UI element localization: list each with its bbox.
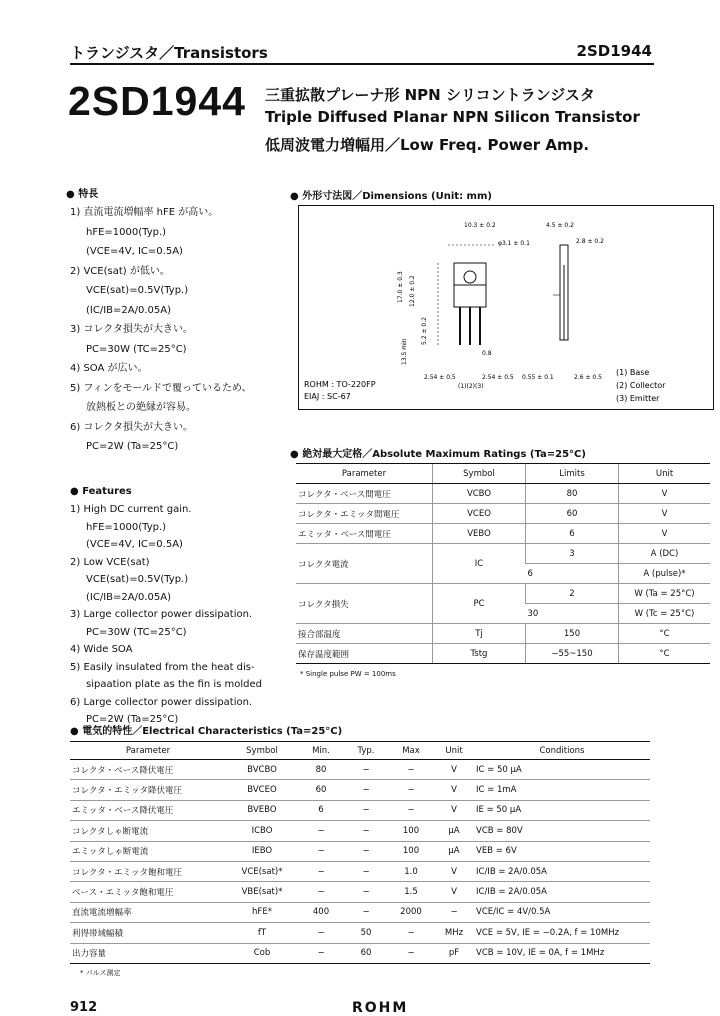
cell: 400 (298, 902, 344, 922)
list-item: 5) Easily insulated from the heat dis- (70, 661, 255, 673)
dim-label: (1)(2)(3) (458, 383, 484, 390)
cell: μA (434, 841, 474, 861)
cell: V (434, 882, 474, 902)
abs-max-table (296, 463, 710, 664)
pin-label-collector: (2) Collector (616, 381, 666, 390)
abs-max-heading: ● 絶対最大定格／Absolute Maximum Ratings (Ta=25°C) (290, 449, 586, 460)
column-header: Symbol (226, 742, 298, 760)
cell: V (434, 780, 474, 800)
cell: − (344, 760, 388, 780)
brand-logo: ROHM (352, 1000, 409, 1016)
table-row (296, 644, 710, 664)
column-header: Symbol (433, 464, 526, 484)
list-item: PC=30W (TC=25°C) (86, 343, 187, 355)
cell: − (388, 943, 434, 963)
abs-max-note: * Single pulse PW = 100ms (300, 670, 396, 678)
cell: VBE(sat)* (226, 882, 298, 902)
dim-label: φ3.1 ± 0.1 (498, 240, 530, 247)
column-header: Max (388, 742, 434, 760)
table-row (70, 821, 650, 841)
list-item: 4) Wide SOA (70, 644, 133, 655)
list-item: (IC/IB=2A/0.05A) (86, 591, 171, 603)
cell: 60 (298, 780, 344, 800)
table-row (296, 544, 710, 564)
page-number: 912 (70, 1000, 98, 1015)
cell: 100 (388, 841, 434, 861)
cell: 3 (526, 544, 619, 564)
cell: VCE(sat)* (226, 861, 298, 881)
cell: BVEBO (226, 800, 298, 820)
list-item: hFE=1000(Typ.) (86, 226, 167, 238)
package-rohm: ROHM : TO-220FP (304, 380, 376, 389)
cell: V (434, 861, 474, 881)
cell: − (344, 861, 388, 881)
cell: − (298, 821, 344, 841)
cell: V (619, 484, 711, 504)
list-item: (IC/IB=2A/0.05A) (86, 304, 171, 316)
cell: 2 (526, 584, 619, 604)
table-row (70, 902, 650, 922)
cell: エミッタ・ベース降伏電圧 (70, 800, 226, 820)
dim-label: 2.54 ± 0.5 (482, 374, 514, 381)
features-jp-heading: ● 特長 (66, 189, 99, 200)
cell: コレクタ・エミッタ降伏電圧 (70, 780, 226, 800)
cell: − (298, 923, 344, 943)
dimensions-diagram (298, 205, 714, 410)
cell: VCB = 80V (474, 821, 650, 841)
cell: IEBO (226, 841, 298, 861)
cell: 1.0 (388, 861, 434, 881)
cell: A (DC) (619, 544, 711, 564)
cell: − (388, 760, 434, 780)
cell: MHz (434, 923, 474, 943)
dim-label: 4.5 ± 0.2 (546, 222, 574, 229)
cell: − (388, 780, 434, 800)
list-item: hFE=1000(Typ.) (86, 521, 167, 533)
cell: 出力容量 (70, 943, 226, 963)
table-row (296, 484, 710, 504)
dim-label: 0.55 ± 0.1 (522, 374, 554, 381)
cell: − (344, 902, 388, 922)
title-line-1: 三重拡散プレーナ形 NPN シリコントランジスタ (265, 86, 595, 104)
list-item: sipaation plate as the fin is molded (86, 679, 263, 690)
cell: IE = 50 μA (474, 800, 650, 820)
table-row (70, 923, 650, 943)
list-item: VCE(sat)=0.5V(Typ.) (86, 574, 189, 585)
column-header: Conditions (474, 742, 650, 760)
list-item: 1) 直流電流増幅率 hFE が高い。 (70, 207, 219, 218)
title-line-3: 低周波電力増幅用／Low Freq. Power Amp. (265, 136, 590, 154)
table-row (296, 584, 710, 604)
cell: − (344, 800, 388, 820)
cell: コレクタ損失 (296, 584, 433, 624)
list-item: 4) SOA が広い。 (70, 363, 148, 374)
dim-label: 12.0 ± 0.2 (409, 275, 416, 307)
cell: 2000 (388, 902, 434, 922)
elec-note: * パルス測定 (80, 969, 121, 977)
cell: 80 (526, 484, 619, 504)
cell: VEBO (433, 524, 526, 544)
column-header: Unit (619, 464, 711, 484)
cell: VCBO (433, 484, 526, 504)
cell: −55~150 (526, 644, 619, 664)
header-category: トランジスタ／Transistors (70, 44, 268, 62)
cell: BVCBO (226, 760, 298, 780)
cell: PC (433, 584, 526, 624)
cell: IC/IB = 2A/0.05A (474, 861, 650, 881)
table-row (70, 861, 650, 881)
list-item: 2) Low VCE(sat) (70, 556, 150, 568)
list-item: (VCE=4V, IC=0.5A) (86, 246, 183, 257)
cell: V (619, 504, 711, 524)
dim-label: 13.5 min (401, 338, 408, 365)
cell: コレクタ・ベース間電圧 (296, 484, 433, 504)
cell: IC = 50 μA (474, 760, 650, 780)
package-eiaj: EIAJ : SC-67 (304, 392, 351, 401)
cell: °C (619, 644, 711, 664)
cell: エミッタしゃ断電流 (70, 841, 226, 861)
pin-label-emitter: (3) Emitter (616, 394, 660, 403)
table-row (70, 780, 650, 800)
cell: 保存温度範囲 (296, 644, 433, 664)
dim-label: 2.6 ± 0.5 (574, 374, 602, 381)
column-header: Unit (434, 742, 474, 760)
list-item: 2) VCE(sat) が低い。 (70, 265, 170, 277)
cell: コレクタしゃ断電流 (70, 821, 226, 841)
dim-label: 0.8 (482, 350, 492, 357)
header-part-number: 2SD1944 (576, 42, 652, 60)
cell: エミッタ・ベース間電圧 (296, 524, 433, 544)
cell: VCE = 5V, IE = −0.2A, f = 10MHz (474, 923, 650, 943)
table-row (70, 943, 650, 963)
list-item: 6) Large collector power dissipation. (70, 696, 253, 708)
cell: − (298, 861, 344, 881)
cell: V (434, 800, 474, 820)
list-item: 1) High DC current gain. (70, 504, 192, 515)
cell: − (298, 882, 344, 902)
cell: IC = 1mA (474, 780, 650, 800)
list-item: 放熱板との絶縁が容易。 (86, 402, 196, 413)
list-item: 5) フィンをモールドで覆っているため、 (70, 382, 252, 394)
dim-label: 10.3 ± 0.2 (464, 222, 496, 229)
table-row (296, 524, 710, 544)
column-header: Min. (298, 742, 344, 760)
cell: Tstg (433, 644, 526, 664)
cell: BVCEO (226, 780, 298, 800)
table-row (70, 760, 650, 780)
cell: W (Ta = 25°C) (619, 584, 711, 604)
table-header-row (296, 464, 710, 484)
cell: 利得帯域幅積 (70, 923, 226, 943)
cell: 50 (344, 923, 388, 943)
elec-table (70, 741, 650, 964)
cell: VCE/IC = 4V/0.5A (474, 902, 650, 922)
cell: hFE* (226, 902, 298, 922)
cell: 30 (526, 604, 619, 624)
list-item: 3) Large collector power dissipation. (70, 609, 253, 620)
cell: 150 (526, 624, 619, 644)
cell: W (Tc = 25°C) (619, 604, 711, 624)
dim-label: 5.2 ± 0.2 (421, 317, 428, 345)
cell: − (344, 841, 388, 861)
list-item: PC=2W (Ta=25°C) (86, 714, 179, 725)
cell: VEB = 6V (474, 841, 650, 861)
cell: 100 (388, 821, 434, 841)
list-item: PC=2W (Ta=25°C) (86, 441, 179, 452)
cell: − (344, 821, 388, 841)
cell: fT (226, 923, 298, 943)
table-row (70, 800, 650, 820)
list-item: (VCE=4V, IC=0.5A) (86, 539, 183, 550)
dim-label: 2.8 ± 0.2 (576, 238, 604, 245)
title-line-2: Triple Diffused Planar NPN Silicon Transistor (265, 108, 640, 126)
cell: 60 (344, 943, 388, 963)
column-header: Limits (526, 464, 619, 484)
features-en-heading: ● Features (70, 486, 132, 497)
list-item: PC=30W (TC=25°C) (86, 626, 187, 638)
cell: − (298, 841, 344, 861)
cell: VCEO (433, 504, 526, 524)
cell: IC/IB = 2A/0.05A (474, 882, 650, 902)
table-row (296, 504, 710, 524)
cell: Cob (226, 943, 298, 963)
pin-label-base: (1) Base (616, 368, 650, 377)
cell: 直流電流増幅率 (70, 902, 226, 922)
cell: コレクタ・ベース降伏電圧 (70, 760, 226, 780)
list-item: 3) コレクタ損失が大きい。 (70, 324, 194, 335)
dim-label: 2.54 ± 0.5 (424, 374, 456, 381)
table-row (70, 882, 650, 902)
cell: コレクタ電流 (296, 544, 433, 584)
dim-label: 17.0 ± 0.3 (397, 271, 404, 303)
cell: − (344, 780, 388, 800)
dimensions-heading: ● 外形寸法図／Dimensions (Unit: mm) (290, 191, 492, 202)
part-number-title: 2SD1944 (68, 78, 246, 124)
cell: VCB = 10V, IE = 0A, f = 1MHz (474, 943, 650, 963)
cell: − (388, 923, 434, 943)
cell: − (344, 882, 388, 902)
cell: ICBO (226, 821, 298, 841)
elec-heading: ● 電気的特性／Electrical Characteristics (Ta=25°C) (70, 726, 343, 737)
list-item: VCE(sat)=0.5V(Typ.) (86, 285, 189, 296)
cell: − (434, 902, 474, 922)
cell: − (298, 943, 344, 963)
cell: V (619, 524, 711, 544)
cell: コレクタ・エミッタ飽和電圧 (70, 861, 226, 881)
cell: 6 (526, 564, 619, 584)
cell: Tj (433, 624, 526, 644)
cell: °C (619, 624, 711, 644)
table-row (70, 841, 650, 861)
features-jp-list (70, 203, 285, 457)
cell: A (pulse)* (619, 564, 711, 584)
list-item: 6) コレクタ損失が大きい。 (70, 421, 194, 433)
column-header: Parameter (70, 742, 226, 760)
cell: V (434, 760, 474, 780)
cell: 6 (526, 524, 619, 544)
cell: 80 (298, 760, 344, 780)
features-en-list (70, 501, 290, 729)
cell: 接合部温度 (296, 624, 433, 644)
cell: 1.5 (388, 882, 434, 902)
cell: − (388, 800, 434, 820)
cell: ベース・エミッタ飽和電圧 (70, 882, 226, 902)
table-header-row (70, 742, 650, 760)
table-row (296, 624, 710, 644)
cell: IC (433, 544, 526, 584)
column-header: Typ. (344, 742, 388, 760)
cell: 60 (526, 504, 619, 524)
cell: pF (434, 943, 474, 963)
header-rule (70, 63, 654, 65)
cell: μA (434, 821, 474, 841)
column-header: Parameter (296, 464, 433, 484)
cell: コレクタ・エミッタ間電圧 (296, 504, 433, 524)
cell: 6 (298, 800, 344, 820)
